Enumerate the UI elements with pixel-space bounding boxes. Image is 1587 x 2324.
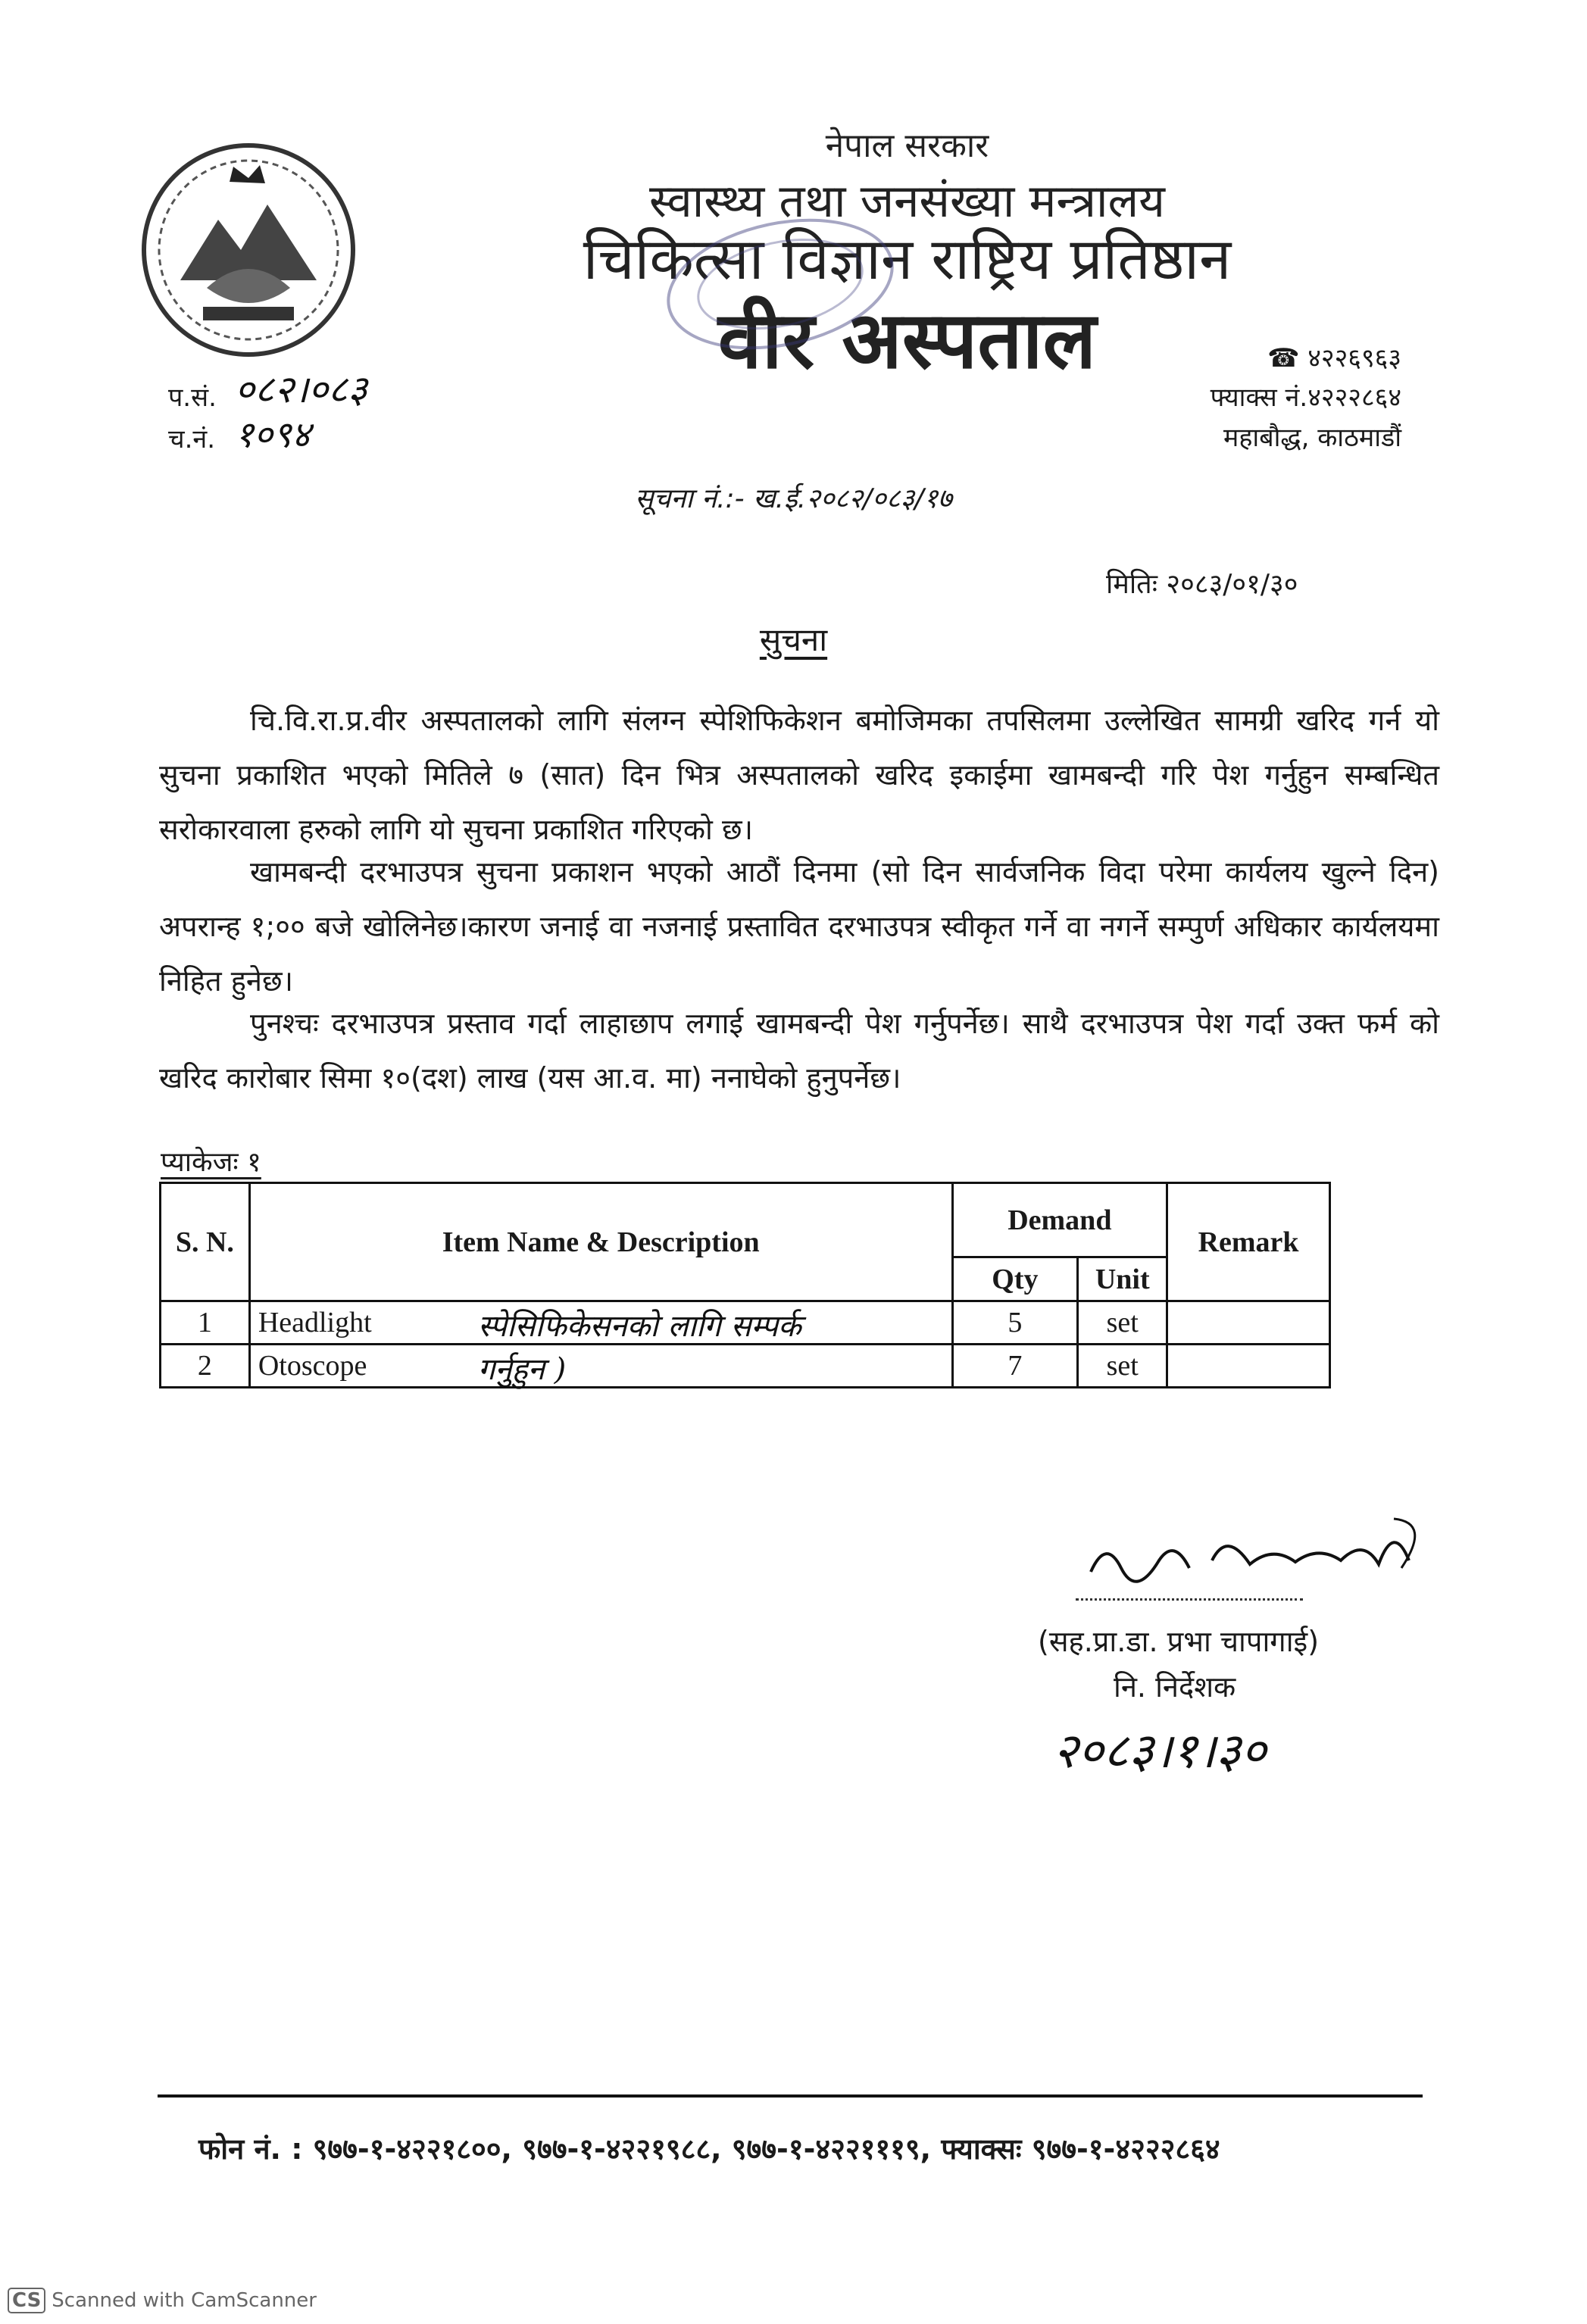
paragraph-3: पुनश्चः दरभाउपत्र प्रस्ताव गर्दा लाहाछाप लगाई खामबन्दी पेश गर्नुपर्नेछ। साथै दरभाउपत्र पेश गर्दा उक्त फर्म को खरिद कारोबार सिमा १०(दश) लाख (यस आ.व. मा) ननाघेको हुनुपर्नेछ। bbox=[159, 1007, 1439, 1095]
header-unit: Unit bbox=[1078, 1257, 1167, 1301]
package-label: प्याकेजः १ bbox=[161, 1147, 261, 1178]
notice-date: मितिः २०८३/०१/३० bbox=[1106, 569, 1298, 600]
cell-qty: 7 bbox=[952, 1345, 1078, 1388]
table-row bbox=[161, 1345, 1330, 1388]
paragraph-2: खामबन्दी दरभाउपत्र सुचना प्रकाशन भएको आठौं दिनमा (सो दिन सार्वजनिक विदा परेमा कार्यलय खुल्ने दिन) अपरान्ह १;०० बजे खोलिनेछ।कारण जनाई वा नजनाई प्रस्तावित दरभाउपत्र स्वीकृत गर्ने वा नगर्ने सम्पुर्ण अधिकार कार्यलयमा निहित हुनेछ। bbox=[159, 855, 1439, 998]
signature-date: २०८३।१।३० bbox=[1053, 1723, 1267, 1779]
handwritten-note-1: स्पेसिफिकेसनको लागि सम्पर्क bbox=[477, 1309, 801, 1344]
header-government: नेपाल सरकार bbox=[825, 127, 989, 165]
ps-value: ०८२।०८३ bbox=[235, 367, 367, 411]
header-qty: Qty bbox=[952, 1257, 1078, 1301]
items-table bbox=[159, 1182, 1331, 1388]
cell-unit: set bbox=[1078, 1345, 1167, 1388]
item-name: Headlight bbox=[258, 1307, 372, 1338]
header-remark: Remark bbox=[1167, 1183, 1330, 1301]
cell-item bbox=[249, 1301, 952, 1345]
ps-label: प.सं. bbox=[168, 383, 217, 413]
cell-sn: 2 bbox=[161, 1345, 250, 1388]
handwritten-signature bbox=[1076, 1507, 1454, 1598]
header-demand: Demand bbox=[952, 1183, 1167, 1257]
header-ministry: स्वास्थ्य तथा जनसंख्या मन्त्रालय bbox=[649, 175, 1165, 228]
signature-line bbox=[1076, 1598, 1303, 1601]
office-seal bbox=[636, 212, 924, 356]
camscanner-icon: CS bbox=[8, 2288, 45, 2313]
footer-contacts: फोन नं. : ९७७-१-४२२१८००, ९७७-१-४२२१९८८, ९७७-१-४२२१११९, फ्याक्सः ९७७-१-४२२२८६४ bbox=[198, 2132, 1220, 2166]
paragraph-1: चि.वि.रा.प्र.वीर अस्पतालको लागि संलग्न स्पेशिफिकेशन बमोजिमका तपसिलमा उल्लेखित सामग्री खरिद गर्न यो सुचना प्रकाशित भएको मितिले ७ (सात) दिन भित्र अस्पतालको खरिद इकाईमा खामबन्दी गरि पेश गर्नुहुन सम्बन्धित सरोकारवाला हरुको लागि यो सुचना प्रकाशित गरिएको छ। bbox=[159, 704, 1439, 846]
handwritten-note-2: गर्नुहुन ) bbox=[477, 1352, 567, 1387]
header-academy: चिकित्सा विज्ञान राष्ट्रिय प्रतिष्ठान bbox=[583, 225, 1232, 292]
scanner-watermark bbox=[8, 2288, 317, 2313]
table-row bbox=[161, 1301, 1330, 1345]
cell-remark bbox=[1167, 1345, 1330, 1388]
item-name: Otoscope bbox=[258, 1350, 367, 1382]
cell-remark bbox=[1167, 1301, 1330, 1345]
notice-title: सुचना bbox=[759, 621, 828, 658]
cell-item bbox=[249, 1345, 952, 1388]
cell-unit: set bbox=[1078, 1301, 1167, 1345]
cn-value: १०९४ bbox=[235, 414, 311, 456]
notice-number: सूचना नं.:- ख.ई.२०८२/०८३/१७ bbox=[635, 483, 952, 514]
signatory-designation: नि. निर्देशक bbox=[1114, 1670, 1236, 1704]
cell-qty: 5 bbox=[952, 1301, 1078, 1345]
cell-sn: 1 bbox=[161, 1301, 250, 1345]
contact-fax: फ्याक्स नं.४२२२८६४ bbox=[1210, 383, 1401, 413]
signatory-name: (सह.प्रा.डा. प्रभा चापागाई) bbox=[1038, 1625, 1320, 1658]
scanner-text: Scanned with CamScanner bbox=[52, 2289, 317, 2312]
contact-phone: ☎ ४२२६९६३ bbox=[1267, 343, 1401, 373]
footer-divider bbox=[158, 2094, 1423, 2098]
header-hospital-name: वीर अस्पताल bbox=[717, 294, 1097, 386]
header-sn: S. N. bbox=[161, 1183, 250, 1301]
cn-label: च.नं. bbox=[168, 424, 216, 454]
contact-address: महाबौद्ध, काठमाडौं bbox=[1223, 423, 1401, 453]
header-item: Item Name & Description bbox=[249, 1183, 952, 1301]
